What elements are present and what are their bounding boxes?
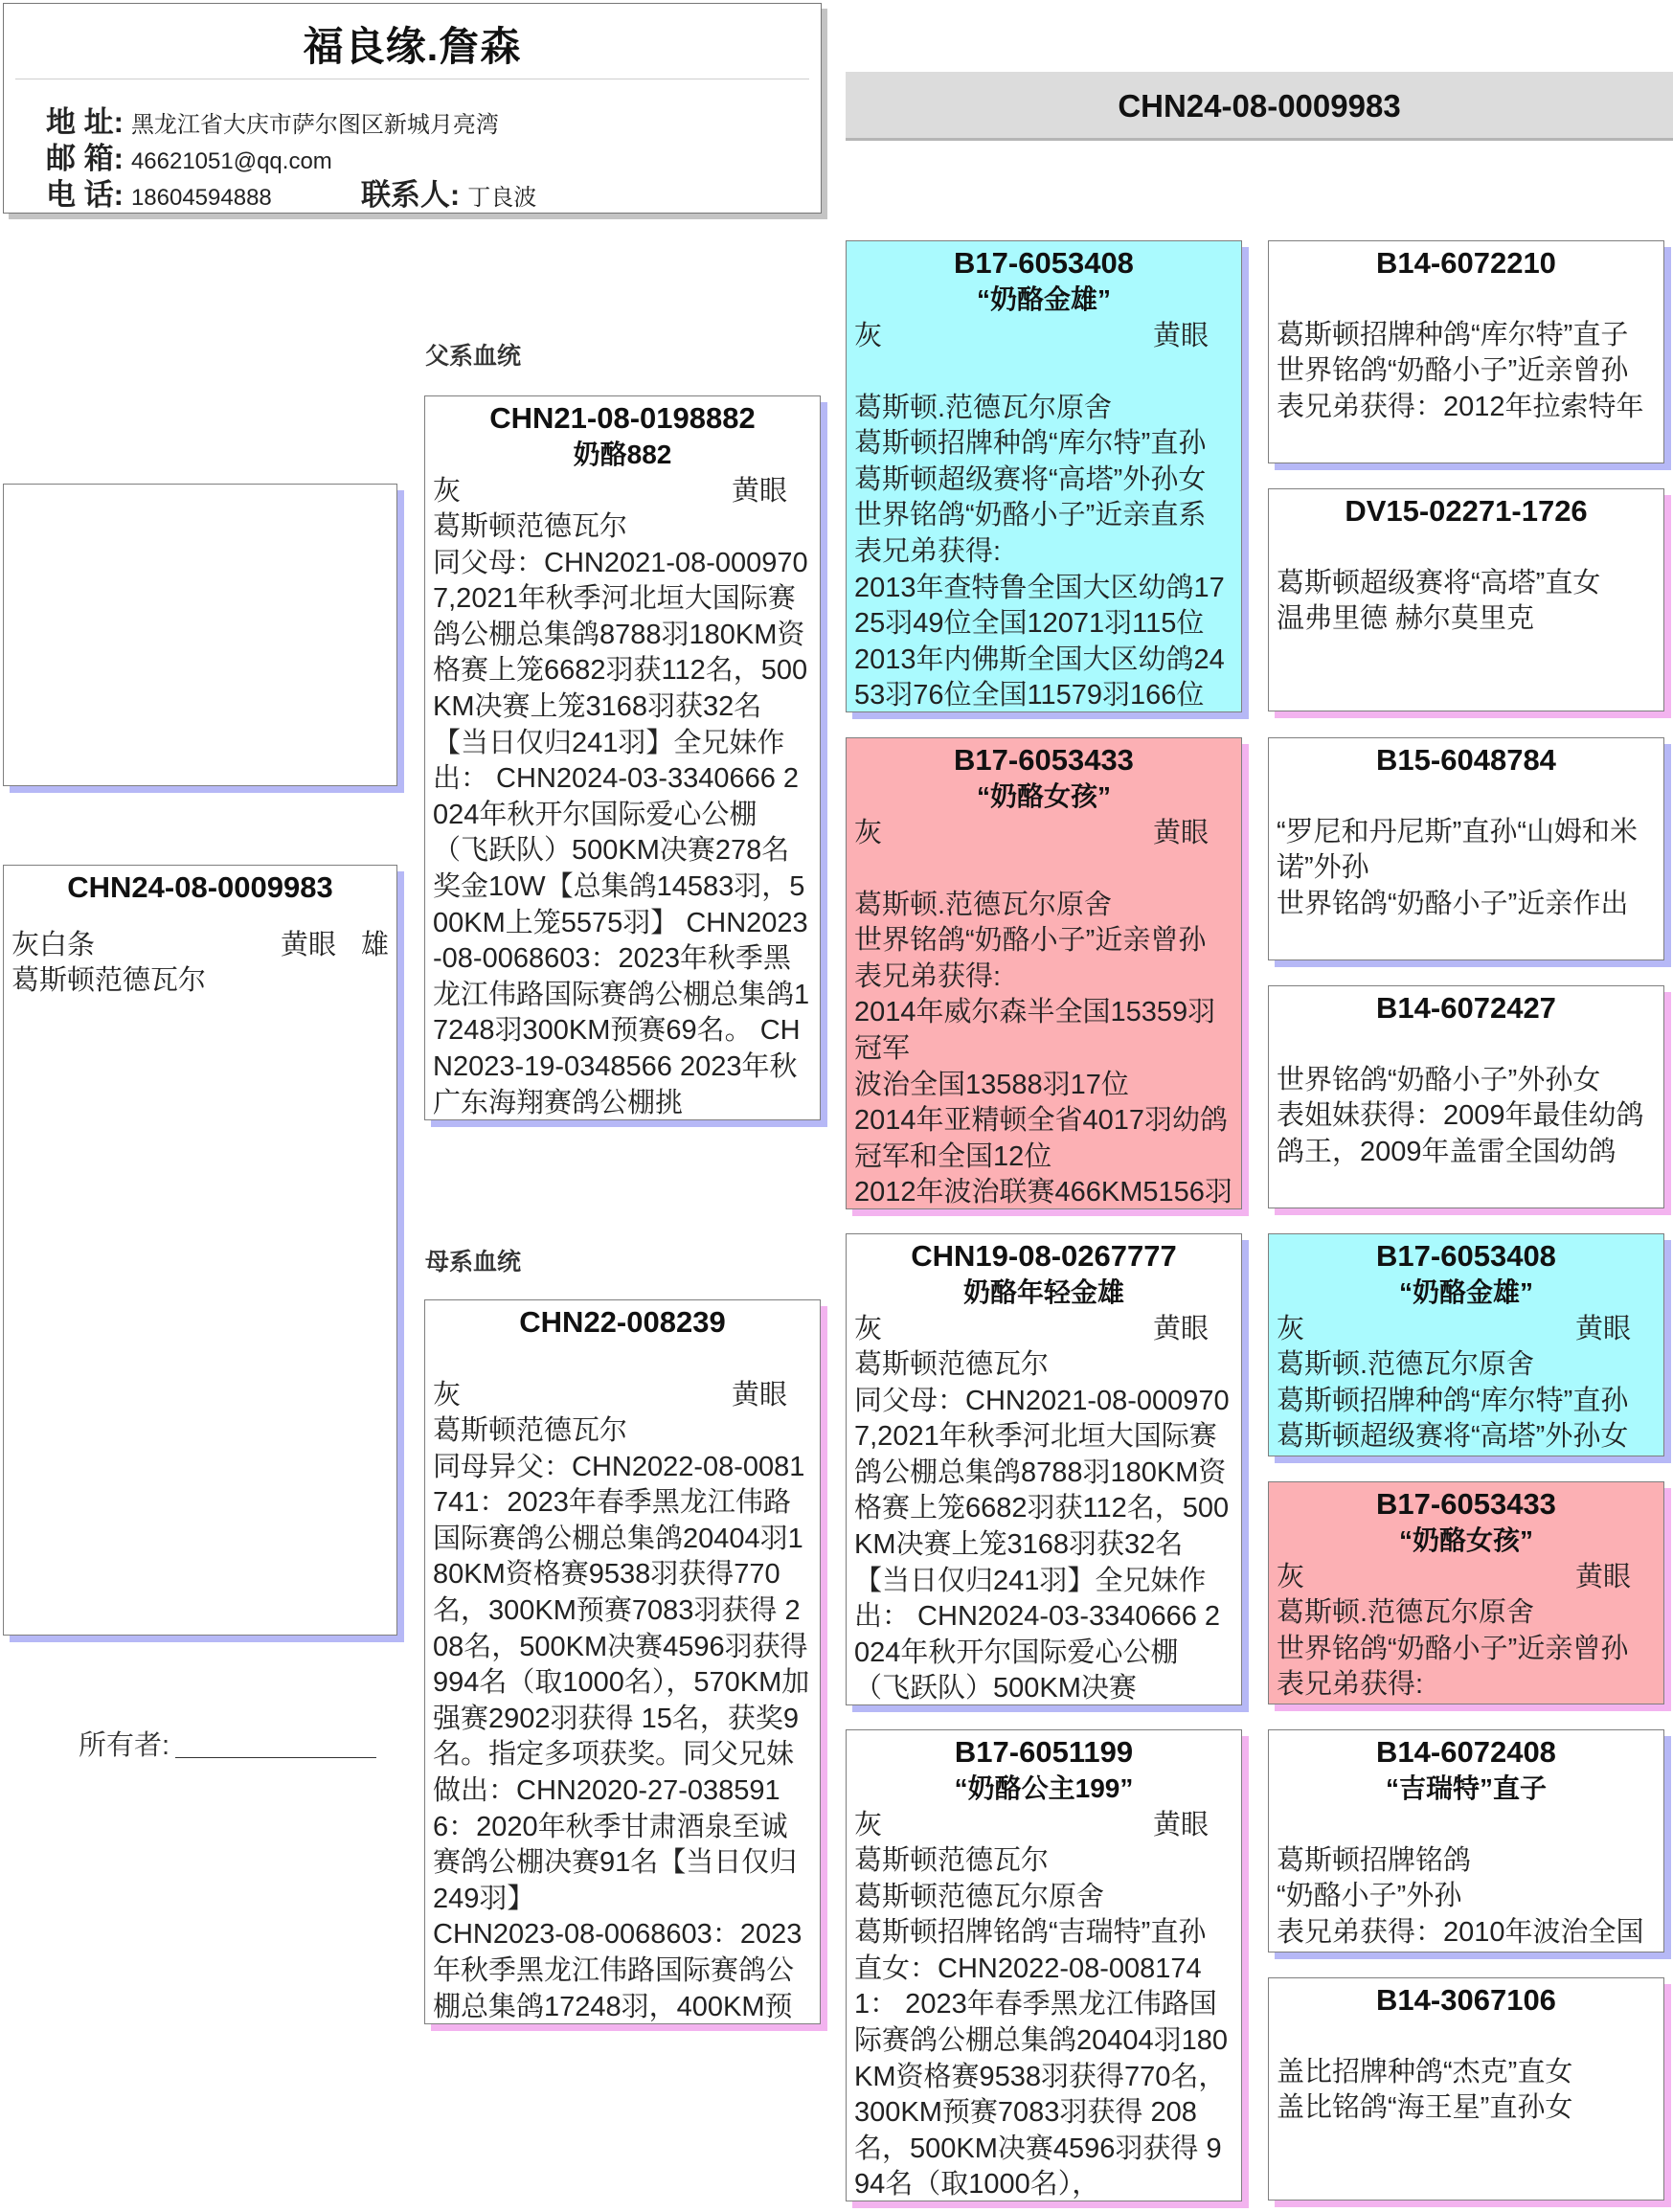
ggp-ring: B14-3067106 <box>1376 1983 1556 2017</box>
gp-eye: 黄眼 <box>1152 818 1209 848</box>
address-value: 黑龙江省大庆市萨尔图区新城月亮湾 <box>130 112 499 138</box>
dam-color: 灰 <box>433 1380 462 1411</box>
gp-eye: 黄眼 <box>1152 321 1209 351</box>
gp-eye: 黄眼 <box>1152 1810 1209 1840</box>
gp-color: 灰 <box>854 321 883 351</box>
gp-details: 葛斯顿范德瓦尔 同父母：CHN2021-08-0009707,2021年秋季河北垣大国际赛鸽公棚总集鸽8788羽180KM资格赛上笼6682羽获112名，500KM决赛上笼3168羽获32名【当日仅归241羽】全兄妹作出： CHN2024-03-3340666 2024年秋开尔国际爱心公棚（飞跃队）500KM决赛 <box>854 1349 1230 1704</box>
ggp-card-1 <box>1268 240 1664 463</box>
ggp-ring: B14-6072408 <box>1376 1735 1556 1769</box>
gp-ring: B17-6053433 <box>954 743 1134 777</box>
subject-eye: 黄眼 <box>280 930 336 960</box>
gp-ring: CHN19-08-0267777 <box>911 1239 1177 1273</box>
contact-value: 丁良波 <box>467 185 537 211</box>
gp-color: 灰 <box>854 1810 883 1840</box>
ggp-ring: B17-6053408 <box>1376 1239 1556 1273</box>
sire-section-label: 父系血统 <box>425 343 522 370</box>
ggp-name: “奶酪金雄” <box>1398 1277 1533 1307</box>
ggp-details: 葛斯顿.范德瓦尔原舍 葛斯顿招牌种鸽“库尔特”直孙 葛斯顿超级赛将“高塔”外孙女 <box>1277 1349 1629 1453</box>
ggp-card-2 <box>1268 488 1664 711</box>
gp-dam-sire-card <box>846 1233 1242 1705</box>
ggp-eye: 黄眼 <box>1574 1562 1631 1592</box>
sire-details: 葛斯顿范德瓦尔 同父母：CHN2021-08-0009707,2021年秋季河北垣大国际赛鸽公棚总集鸽8788羽180KM资格赛上笼6682羽获112名，500KM决赛上笼3168羽获32名【当日仅归241羽】全兄妹作出： CHN2024-03-3340666 2024年秋开尔国际爱心公棚（飞跃队）500KM决赛278名奖金10W【总集鸽14583羽，500KM上笼5575羽】 CHN2023-08-0068603：2023年秋季黑龙江伟路国际赛鸽公棚总集鸽17248羽300KM预赛69名。 CHN2023-19-0348566 2023年秋广东海翔赛鸽公棚挑 <box>433 511 810 1118</box>
phone-value: 18604594888 <box>130 185 272 211</box>
sire-ring: CHN21-08-0198882 <box>489 401 756 435</box>
ggp-name: “吉瑞特”直子 <box>1385 1773 1547 1803</box>
phone-row <box>46 170 536 214</box>
gp-name: “奶酪女孩” <box>976 781 1111 811</box>
gp-name: “奶酪金雄” <box>976 284 1111 314</box>
sire-meta <box>425 473 820 509</box>
ggp-ring: B15-6048784 <box>1376 743 1556 777</box>
ggp-details: “罗尼和丹尼斯”直孙“山姆和米诺”外孙 世界铭鸽“奶酪小子”近亲作出 <box>1277 816 1638 919</box>
owner-line[interactable] <box>175 1757 376 1758</box>
gp-meta <box>847 1311 1241 1347</box>
ggp-color: 灰 <box>1277 1562 1305 1592</box>
gp-details: 葛斯顿.范德瓦尔原舍 葛斯顿招牌种鸽“库尔特”直孙 葛斯顿超级赛将“高塔”外孙女 世界铭鸽“奶酪小子”近亲直系 表兄弟获得: 2013年查特鲁全国大区幼鸽1725羽49位全国12071羽115位 2013年内佛斯全国大区幼鸽2453羽76位全国11579羽166位 <box>854 392 1225 711</box>
gp-eye: 黄眼 <box>1152 1314 1209 1344</box>
contact-label: 联系人: <box>360 178 461 212</box>
sire-color: 灰 <box>433 476 462 507</box>
photo-placeholder <box>3 484 397 786</box>
dam-section-label: 母系血统 <box>425 1249 522 1275</box>
ggp-details: 葛斯顿.范德瓦尔原舍 世界铭鸽“奶酪小子”近亲曾孙 表兄弟获得: <box>1277 1597 1629 1701</box>
gp-sire-sire-card <box>846 240 1242 712</box>
ggp-details: 葛斯顿招牌铭鸽 “奶酪小子”外孙 表兄弟获得：2010年波治全国 <box>1277 1844 1644 1948</box>
sire-card <box>424 395 821 1120</box>
gp-dam-dam-card <box>846 1729 1242 2201</box>
ggp-eye: 黄眼 <box>1574 1314 1631 1344</box>
ggp-color: 灰 <box>1277 1314 1305 1344</box>
ggp-ring: B14-6072210 <box>1376 246 1556 280</box>
ggp-details: 盖比招牌种鸽“杰克”直女 盖比铭鸽“海王星”直孙女 <box>1277 2056 1573 2124</box>
ggp-details: 葛斯顿招牌种鸽“库尔特”直子 世界铭鸽“奶酪小子”近亲曾孙 表兄弟获得：2012年拉索特年 <box>1277 319 1644 422</box>
subject-ring: CHN24-08-0009983 <box>67 870 333 904</box>
owner-label: 所有者: <box>79 1730 170 1761</box>
breeder-header <box>3 3 822 214</box>
gp-meta <box>847 318 1241 354</box>
phone-label: 电 话: <box>46 178 124 212</box>
dam-meta <box>425 1377 820 1413</box>
address-label: 地 址: <box>46 105 124 139</box>
ggp-card-5 <box>1268 1233 1664 1456</box>
ggp-details: 葛斯顿超级赛将“高塔”直女 温弗里德 赫尔莫里克 <box>1277 567 1601 635</box>
dam-ring: CHN22-008239 <box>519 1305 726 1339</box>
dam-name <box>425 1341 820 1377</box>
gp-name: 奶酪年轻金雄 <box>962 1277 1124 1307</box>
gp-ring: B17-6051199 <box>954 1735 1134 1769</box>
ggp-name: “奶酪女孩” <box>1398 1525 1533 1555</box>
main-ring-bar: CHN24-08-0009983 <box>846 72 1673 141</box>
ggp-card-7 <box>1268 1729 1664 1952</box>
gp-details: 葛斯顿.范德瓦尔原舍 世界铭鸽“奶酪小子”近亲曾孙 表兄弟获得: 2014年威尔森半全国15359羽冠军 波治全国13588羽17位 2014年亚精顿全省4017羽幼鸽冠军和全国12位 2012年波治联赛466KM5156羽 <box>854 889 1232 1208</box>
gp-color: 灰 <box>854 818 883 848</box>
gp-ring: B17-6053408 <box>954 246 1134 280</box>
sire-name: 奶酪882 <box>573 440 672 469</box>
gp-name: “奶酪公主199” <box>954 1773 1134 1803</box>
dam-eye: 黄眼 <box>731 1380 787 1411</box>
gp-meta <box>847 1807 1241 1843</box>
ggp-meta <box>1269 1311 1663 1347</box>
email-label: 邮 箱: <box>46 142 124 175</box>
ggp-details: 世界铭鸽“奶酪小子”外孙女 表姐妹获得：2009年最佳幼鸽鸽王，2009年盖雷全国幼鸽 <box>1277 1064 1644 1167</box>
gp-sire-dam-card <box>846 737 1242 1209</box>
ggp-card-8 <box>1268 1977 1664 2201</box>
subject-card <box>3 865 397 1636</box>
subject-sex: 雄 <box>360 930 389 960</box>
breeder-title: 福良缘.詹森 <box>303 24 522 69</box>
ggp-ring: B14-6072427 <box>1376 991 1556 1025</box>
ggp-ring: DV15-02271-1726 <box>1345 494 1588 528</box>
gp-details: 葛斯顿范德瓦尔 葛斯顿范德瓦尔原舍 葛斯顿招牌铭鸽“吉瑞特”直孙 直女：CHN2022-08-0081741： 2023年春季黑龙江伟路国际赛鸽公棚总集鸽20404羽180KM资格赛9538羽获得770名，300KM预赛7083羽获得 208名，500KM决赛4596羽获得 994名（取1000名）， <box>854 1845 1229 2201</box>
ggp-card-6 <box>1268 1481 1664 1704</box>
subject-meta <box>4 927 396 963</box>
ggp-ring: B17-6053433 <box>1376 1487 1556 1521</box>
subject-line: 葛斯顿范德瓦尔 <box>11 965 207 996</box>
dam-details: 葛斯顿范德瓦尔 同母异父：CHN2022-08-0081741：2023年春季黑龙江伟路国际赛鸽公棚总集鸽20404羽180KM资格赛9538羽获得770名，300KM预赛7083羽获得 208名，500KM决赛4596羽获得 994名（取1000名），570KM加强赛2902羽获得 15名，获奖9名。指定多项获奖。同父兄妹做出：CHN2020-27-0385916：2020年秋季甘肃酒泉至诚赛鸽公棚决赛91名【当日仅归249羽】 CHN2023-08-0068603：2023年秋季黑龙江伟路国际赛鸽公棚总集鸽17248羽，400KM预 <box>433 1415 810 2022</box>
sire-eye: 黄眼 <box>731 476 787 507</box>
email-value: 46621051@qq.com <box>130 148 332 174</box>
owner-field <box>79 1724 376 1763</box>
gp-color: 灰 <box>854 1314 883 1344</box>
ggp-card-4 <box>1268 985 1664 1208</box>
ggp-meta <box>1269 1559 1663 1595</box>
ggp-card-3 <box>1268 737 1664 960</box>
subject-color: 灰白条 <box>11 930 96 960</box>
gp-meta <box>847 815 1241 851</box>
dam-card <box>424 1299 821 2024</box>
